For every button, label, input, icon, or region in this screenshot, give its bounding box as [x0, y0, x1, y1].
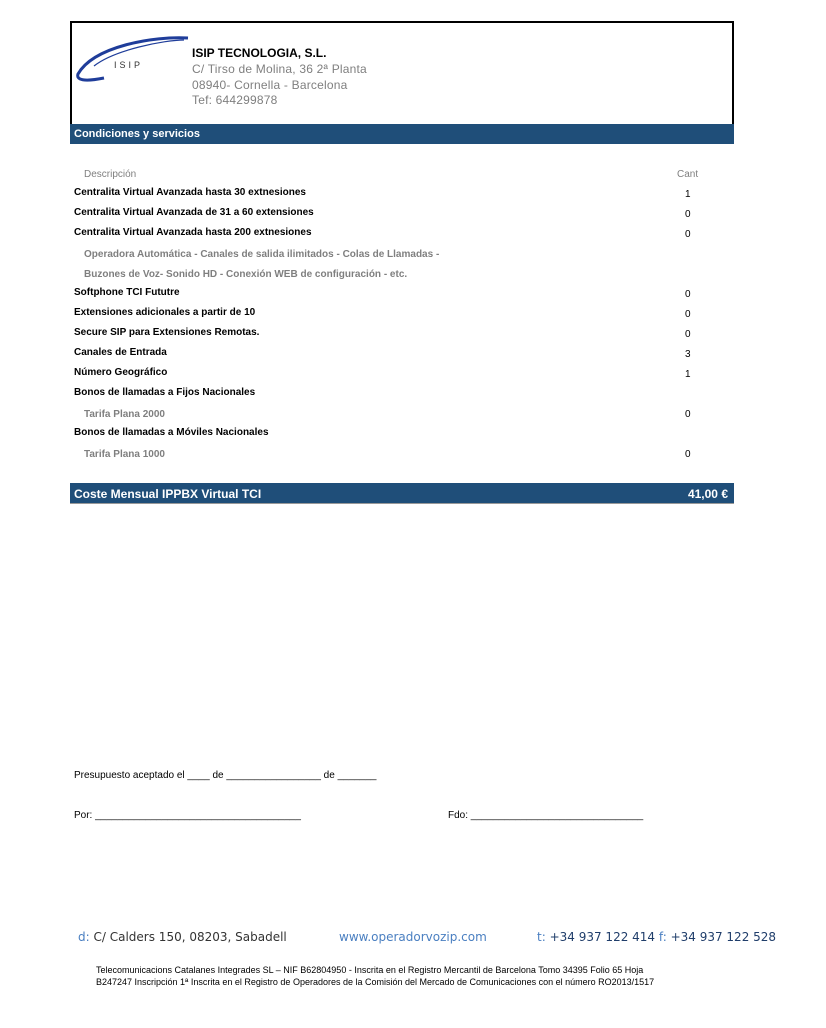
acceptance-line: Presupuesto aceptado el ____ de _________________ de _______	[74, 770, 377, 781]
legal-line-2: B247247 Inscripción 1ª Inscrita en el Registro de Operadores de la Comisión del Mercado de Comunicaciones con el número RO2013/1517	[96, 977, 655, 987]
isip-logo	[74, 34, 190, 84]
row-quantity: 3	[685, 349, 691, 360]
column-header-quantity: Cant	[677, 169, 699, 180]
company-address-line2: 08940- Cornella - Barcelona	[192, 78, 348, 92]
row-quantity: 0	[685, 309, 691, 320]
row-label: Tarifa Plana 1000	[84, 449, 165, 460]
row-quantity: 0	[685, 209, 691, 220]
footer-fax: +34 937 122 528	[670, 930, 777, 944]
footer-address-text: C/ Calders 150, 08203, Sabadell	[93, 930, 287, 944]
footer-contact	[537, 930, 776, 944]
row-quantity: 1	[685, 189, 691, 200]
total-value: 41,00 €	[687, 487, 728, 501]
row-label: Extensiones adicionales a partir de 10	[74, 307, 256, 318]
row-quantity: 0	[685, 329, 691, 340]
row-description: Buzones de Voz- Sonido HD - Conexión WEB de configuración - etc.	[84, 269, 408, 280]
row-label: Secure SIP para Extensiones Remotas.	[74, 327, 260, 338]
footer-legal	[96, 964, 736, 988]
row-label: Tarifa Plana 2000	[84, 409, 165, 420]
row-quantity: 0	[685, 289, 691, 300]
row-label: Softphone TCI Fututre	[74, 287, 180, 298]
row-quantity: 1	[685, 369, 691, 380]
row-label: Canales de Entrada	[74, 347, 167, 358]
row-label: Bonos de llamadas a Fijos Nacionales	[74, 387, 256, 398]
column-header-description: Descripción	[84, 169, 137, 180]
signature-fdo: Fdo: _______________________________	[448, 810, 644, 821]
row-label: Centralita Virtual Avanzada hasta 30 extnesiones	[74, 187, 306, 198]
row-description: Operadora Automática - Canales de salida ilimitados - Colas de Llamadas -	[84, 249, 440, 260]
footer-website[interactable]: www.operadorvozip.com	[339, 930, 487, 944]
row-label: Número Geográfico	[74, 367, 168, 378]
row-quantity: 0	[685, 449, 691, 460]
legal-line-1: Telecomunicacions Catalanes Integrades SL – NIF B62804950 - Inscrita en el Registro Mercantil de Barcelona Tomo 34395 Folio 65 Hoja	[96, 965, 644, 975]
company-name: ISIP TECNOLOGIA, S.L.	[192, 46, 327, 60]
signature-por: Por: _____________________________________	[74, 810, 301, 821]
row-quantity: 0	[685, 409, 691, 420]
row-label: Centralita Virtual Avanzada hasta 200 extnesiones	[74, 227, 312, 238]
footer-fax-prefix: f:	[658, 930, 667, 944]
footer-address	[78, 930, 287, 944]
footer-phone-prefix: t:	[537, 930, 546, 944]
row-label: Bonos de llamadas a Móviles Nacionales	[74, 427, 269, 438]
section-title: Condiciones y servicios	[74, 128, 200, 140]
footer-phone: +34 937 122 414	[549, 930, 656, 944]
logo-text: ISIP	[114, 60, 144, 70]
total-bar	[70, 483, 734, 504]
company-address-line1: C/ Tirso de Molina, 36 2ª Planta	[192, 62, 367, 76]
footer-address-prefix: d:	[78, 930, 90, 944]
total-label: Coste Mensual IPPBX Virtual TCI	[74, 487, 262, 501]
section-title-bar	[70, 124, 734, 144]
company-phone: Tef: 644299878	[192, 93, 278, 107]
row-label: Centralita Virtual Avanzada de 31 a 60 extensiones	[74, 207, 314, 218]
row-quantity: 0	[685, 229, 691, 240]
